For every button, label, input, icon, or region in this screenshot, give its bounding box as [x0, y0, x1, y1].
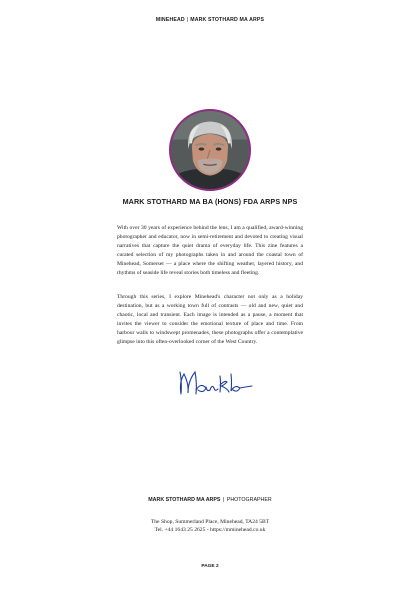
author-portrait-photo [171, 111, 249, 189]
footer-title [0, 497, 420, 503]
author-name: MARK STOTHARD MA BA (HONS) FDA ARPS NPS [122, 197, 298, 206]
running-header [0, 17, 420, 23]
footer-name: MARK STOTHARD MA ARPS [148, 497, 221, 503]
footer-role: PHOTOGRAPHER [226, 497, 272, 503]
footer-contact: Tel. +44 1643 25 2625 - https://mminehead.co.uk [154, 527, 266, 533]
bio-paragraph-1: With over 30 years of experience behind the lens, I am a qualified, award-winning photographer and educator, now in semi-retirement and devoted to creating visual narratives that capture the quiet drama of everyday life. This zine features a curated selection of my photographs taken in and around the coastal town of Minehead, Somerset — a place where the shifting weather, layered history, and rhythms of seaside life reveal stories both timeless and fleeting. [117, 225, 303, 276]
signature [176, 368, 254, 398]
handwritten-signature [176, 368, 254, 398]
footer-separator: | [222, 497, 225, 503]
header-publication: MINEHEAD [155, 17, 185, 23]
footer-address: The Shop, Summerland Place, Minehead, TA24 5BT [150, 519, 270, 525]
bio-paragraph-2: Through this series, I explore Minehead's character not only as a holiday destination, but as a working town full of contrasts — old and new, quiet and chaotic, local and transient. Each image is intended as a pause, a moment that invites the viewer to consider the emotional texture of place and time. From harbour walls to windswept promenades, these photographs offer a contemplative glimpse into this often-overlooked corner of the West Country. [117, 294, 303, 345]
header-separator: | [186, 17, 189, 23]
author-portrait [169, 109, 251, 191]
page-number: PAGE 2 [201, 564, 219, 569]
header-author: MARK STOTHARD MA ARPS [190, 17, 265, 23]
